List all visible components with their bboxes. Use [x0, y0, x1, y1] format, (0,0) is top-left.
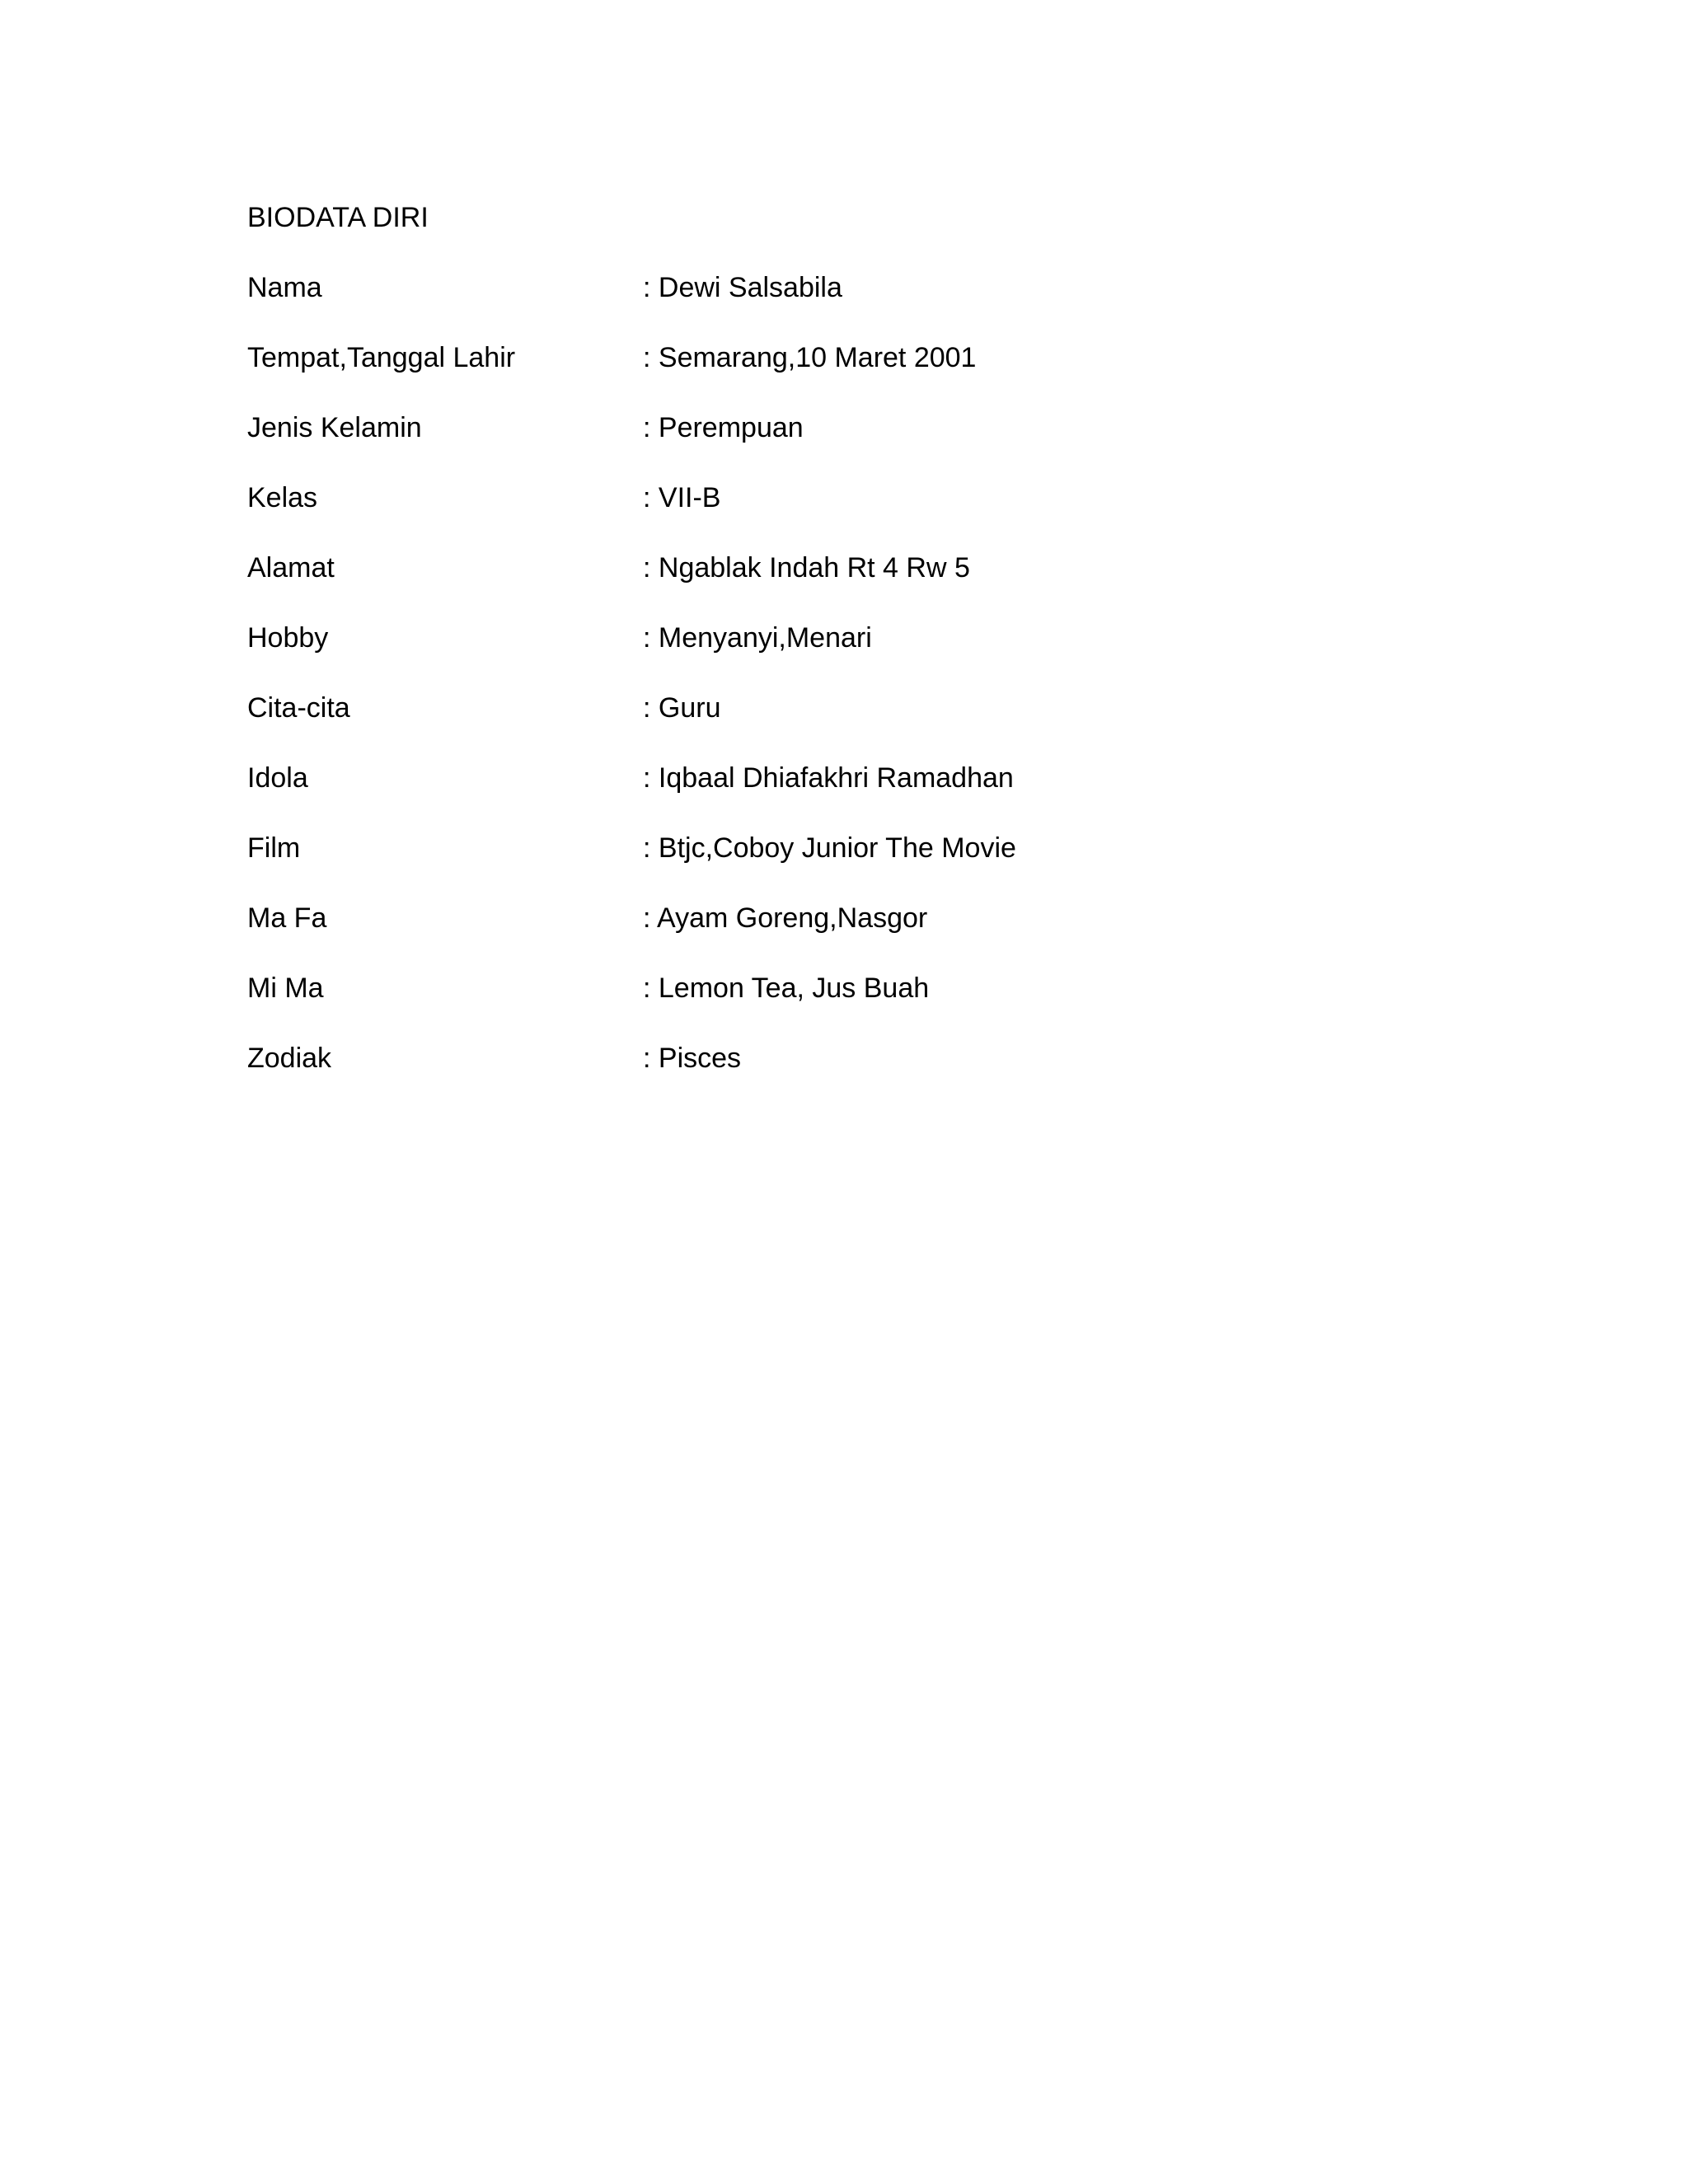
field-label: Hobby [247, 622, 329, 654]
field-value: : Perempuan [643, 412, 804, 443]
field-row-idola [247, 762, 1451, 832]
field-value: : VII-B [643, 482, 721, 513]
field-row-alamat [247, 551, 1451, 621]
field-value: : Dewi Salsabila [643, 272, 842, 303]
field-label: Kelas [247, 482, 318, 513]
field-row-tempat-tanggal-lahir [247, 341, 1451, 411]
field-label: Cita-cita [247, 692, 350, 724]
field-value: : Btjc,Coboy Junior The Movie [643, 832, 1016, 864]
field-label: Ma Fa [247, 902, 327, 934]
field-value: : Pisces [643, 1043, 742, 1074]
field-value: : Iqbaal Dhiafakhri Ramadhan [643, 762, 1014, 794]
field-row-ma-fa [247, 902, 1451, 972]
field-label: Alamat [247, 552, 335, 583]
field-label: Nama [247, 272, 322, 303]
field-value: : Semarang,10 Maret 2001 [643, 342, 977, 373]
field-value: : Ayam Goreng,Nasgor [643, 902, 928, 934]
field-value: : Guru [643, 692, 721, 724]
field-row-mi-ma [247, 972, 1451, 1042]
field-row-kelas [247, 481, 1451, 551]
field-label: Zodiak [247, 1043, 332, 1074]
field-row-film [247, 832, 1451, 902]
field-row-hobby [247, 621, 1451, 691]
field-label: Idola [247, 762, 308, 794]
field-value: : Ngablak Indah Rt 4 Rw 5 [643, 552, 970, 583]
field-value: : Lemon Tea, Jus Buah [643, 972, 930, 1004]
field-row-jenis-kelamin [247, 411, 1451, 481]
field-value: : Menyanyi,Menari [643, 622, 872, 654]
field-row-nama [247, 271, 1451, 341]
field-row-zodiak [247, 1042, 1451, 1112]
field-label: Tempat,Tanggal Lahir [247, 342, 516, 373]
field-label: Jenis Kelamin [247, 412, 422, 443]
document-title: BIODATA DIRI [247, 202, 429, 233]
biodata-list [247, 271, 1451, 1112]
field-row-cita-cita [247, 691, 1451, 762]
field-label: Mi Ma [247, 972, 324, 1004]
field-label: Film [247, 832, 301, 864]
